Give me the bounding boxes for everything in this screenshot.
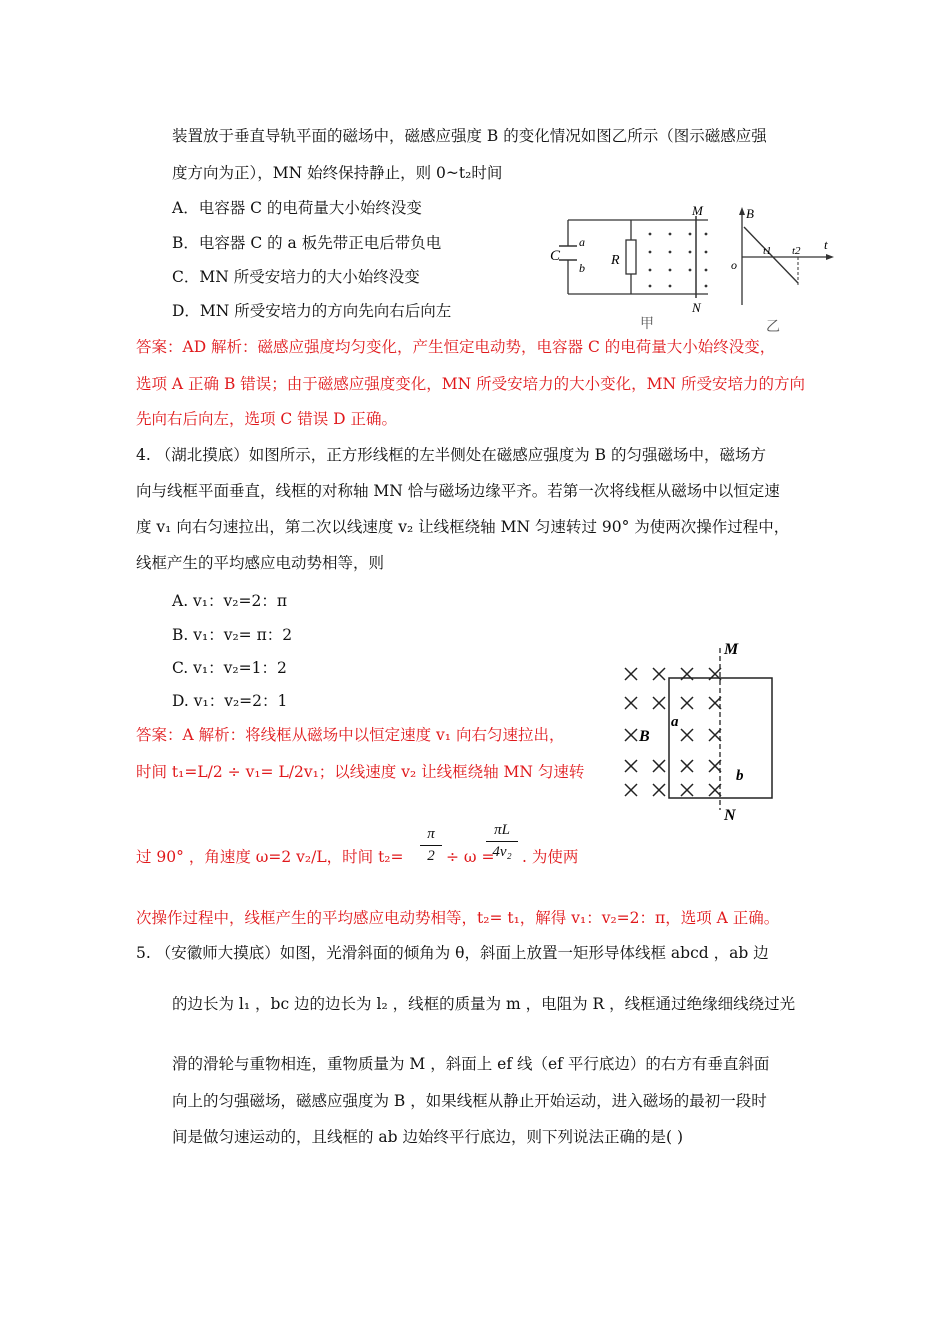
q3-option-d: D．MN 所受安培力的方向先向右后向左 [172,302,452,320]
q5-stem-line-3: 滑的滑轮与重物相连，重物质量为 M ，斜面上 ef 线（ef 平行底边）的右方有垂直斜面 [172,1055,770,1073]
q3-option-b: B．电容器 C 的 a 板先带正电后带负电 [172,234,442,252]
q4-answer-line-4: 次操作过程中，线框产生的平均感应电动势相等，t₂= t₁，解得 v₁：v₂=2：π，选项 A 正确。 [136,909,780,927]
caption-yi: 乙 [766,320,780,335]
q3-answer-line-1: 答案：AD 解析：磁感应强度均匀变化，产生恒定电动势，电容器 C 的电荷量大小始终没变， [136,338,776,356]
caption-jia: 甲 [640,317,654,332]
axis-label-t: t [824,237,828,252]
graph-figure-yi [730,205,840,335]
q4-stem-line-3: 度 v₁ 向右匀速拉出，第二次以线速度 v₂ 让线框绕轴 MN 匀速转过 90° 为使两次操作过程中， [136,518,790,536]
label-a: a [671,714,679,730]
q4-stem-line-1: 4. （湖北摸底）如图所示，正方形线框的左半侧处在磁感应强度为 B 的匀强磁场中，磁场方 [136,446,766,464]
q3-answer-line-2: 选项 A 正确 B 错误；由于磁感应强度变化，MN 所受安培力的大小变化，MN 所受安培力的方向 [136,375,806,393]
q4-option-c: C. v₁：v₂=1：2 [172,659,287,677]
q3-stem-line-1: 装置放于垂直导轨平面的磁场中，磁感应强度 B 的变化情况如图乙所示（图示磁感应强 [172,127,767,145]
tick-t2: t2 [792,245,801,257]
label-N: N [724,807,736,824]
q4-option-d: D. v₁：v₂=2：1 [172,692,288,710]
q4-option-a: A. v₁：v₂=2：π [172,592,288,610]
coil-magnetic-field-figure [612,634,782,824]
q4-stem-line-4: 线框产生的平均感应电动势相等，则 [136,554,385,572]
label-C: C [550,248,561,264]
label-a: a [579,235,585,249]
q3-stem-line-2: 度方向为正），MN 始终保持静止，则 0~t₂时间 [172,164,503,182]
tick-t1: t1 [763,245,772,257]
q5-stem-line-4: 向上的匀强磁场，磁感应强度为 B ，如果线框从静止开始运动，进入磁场的最初一段时 [172,1092,767,1110]
label-M: M [692,203,703,218]
q5-stem-line-1: 5. （安徽师大摸底）如图，光滑斜面的倾角为 θ，斜面上放置一矩形导体线框 abcd ，ab 边 [136,944,769,962]
q4-answer-line-3-pre: 过 90° ，角速度 ω=2 v₂/L，时间 t₂= [136,848,404,866]
label-R: R [611,253,620,268]
q4-answer-line-2: 时间 t₁=L/2 ÷ v₁= L/2v₁；以线速度 v₂ 让线框绕轴 MN 匀速转 [136,763,585,781]
q4-answer-line-3-post: . 为使两 [522,848,579,866]
fraction-numerator: πL [494,822,510,838]
q4-answer-line-1: 答案：A 解析：将线框从磁场中以恒定速度 v₁ 向右匀速拉出， [136,726,565,744]
origin-label: o [731,258,737,272]
q4-stem-line-2: 向与线框平面垂直，线框的对称轴 MN 恰与磁场边缘平齐。若第一次将线框从磁场中以恒定速 [136,482,780,500]
q5-stem-line-5: 间是做匀速运动的，且线框的 ab 边始终平行底边，则下列说法正确的是( ) [172,1128,684,1146]
label-M: M [724,641,739,658]
label-N: N [692,300,701,315]
axis-label-B: B [746,206,754,221]
circuit-figure-jia [548,202,728,332]
fraction-denominator: 4v₂ [492,844,512,860]
q5-stem-line-2: 的边长为 l₁ ，bc 边的边长为 l₂ ，线框的质量为 m ，电阻为 R ，线框通过绝缘细线绕过光 [172,995,796,1013]
q4-answer-line-3-mid: ÷ ω = [446,848,495,866]
q3-answer-line-3: 先向右后向左，选项 C 错误 D 正确。 [136,410,397,428]
q3-option-a: A．电容器 C 的电荷量大小始终没变 [172,199,422,217]
q3-option-c: C．MN 所受安培力的大小始终没变 [172,268,420,286]
fraction-denominator: 2 [427,848,435,864]
label-b: b [579,261,585,275]
fraction-piL-over-4v2 [486,822,518,861]
fraction-pi-over-2 [420,826,442,865]
label-B: B [639,728,650,745]
fraction-numerator: π [427,826,435,842]
label-b: b [736,768,744,784]
q4-option-b: B. v₁：v₂= π：2 [172,626,293,644]
